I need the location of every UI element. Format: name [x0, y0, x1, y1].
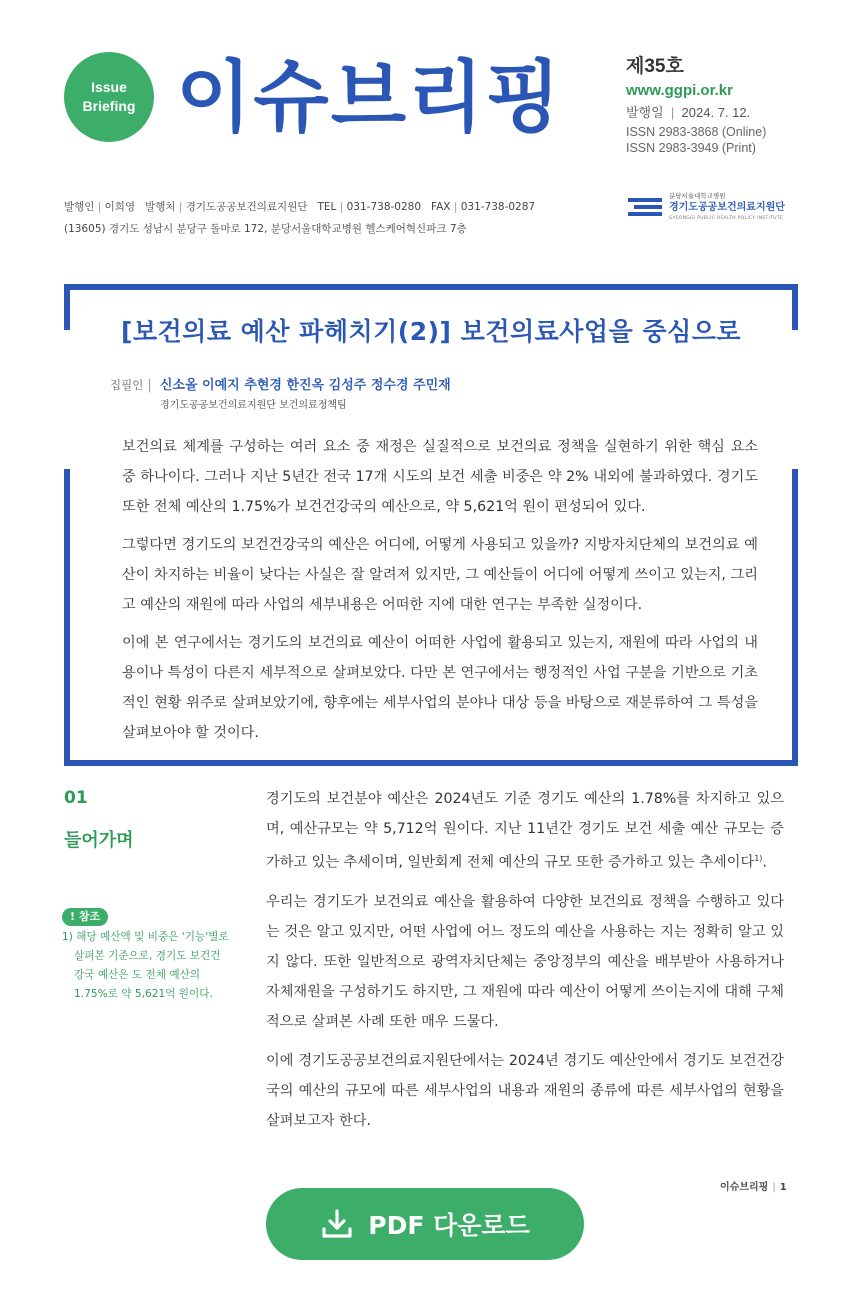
- date-value: 2024. 7. 12.: [681, 105, 751, 120]
- section-number: 01: [64, 788, 88, 808]
- section-body: [266, 784, 784, 1145]
- org-logo-eng: GYEONGGI PUBLIC HEALTH POLICY INSTITUTE: [669, 216, 784, 221]
- org-logo-sub: 분당서울대학교병원: [669, 192, 726, 200]
- author-affiliation: 경기도공공보건의료지원단 보건의료정책팀: [160, 400, 347, 411]
- website-link[interactable]: www.ggpi.or.kr: [626, 82, 733, 99]
- issue-briefing-badge: [64, 52, 154, 142]
- footnote-text: 1) 해당 예산액 및 비중은 '기능'별로 살펴본 기준으로, 경기도 보건건강국 예산은 도 전체 예산의 1.75%로 약 5,621억 원이다.: [62, 931, 229, 1000]
- issue-date: 발행일 | 2024. 7. 12.: [626, 105, 751, 120]
- footnote: [62, 928, 230, 1004]
- issn-online: ISSN 2983-3868 (Online): [626, 125, 767, 139]
- fax-label: FAX: [431, 201, 451, 213]
- body-paragraph: 이에 경기도공공보건의료지원단에서는 2024년 경기도 예산안에서 경기도 보건건강국의 예산의 규모에 따른 세부사업의 내용과 재원의 종류에 따른 세부사업의 현황을 살펴보고자 한다.: [266, 1052, 784, 1129]
- summary-paragraph: 보건의료 체계를 구성하는 여러 요소 중 재정은 실질적으로 보건의료 정책을 실현하기 위한 핵심 요소 중 하나이다. 그러나 지난 5년간 전국 17개 시도의 보건 세출 비중은 약 2% 내외에 불과하였다. 경기도 또한 전체 예산의 1.75%가 보건건강국의 예산으로, 약 5,621억 원이 편성되어 있다.: [122, 439, 758, 515]
- download-icon: [320, 1207, 354, 1241]
- publisher-line: 발행인 | 이희영 발행처 | 경기도공공보건의료지원단 TEL | 031-738-0280 FAX | 031-738-0287: [64, 201, 536, 213]
- summary-paragraph: 이에 본 연구에서는 경기도의 보건의료 예산이 어떠한 사업에 활용되고 있는지, 재원에 따라 사업의 내용이나 특성이 다른지 세부적으로 살펴보았다. 다만 본 연구에서는 행정적인 사업 구분을 기반으로 기초적인 현황 위주로 살펴보았기에, 향후에는 세부사업의 분야나 대상 등을 바탕으로 재분류하여 그 특성을 살펴보아야 할 것이다.: [122, 635, 758, 741]
- pdf-download-button[interactable]: [266, 1188, 584, 1260]
- issue-number: 제35호: [626, 56, 684, 77]
- body-paragraph: 우리는 경기도가 보건의료 예산을 활용하여 다양한 보건의료 정책을 수행하고 있다는 것은 알고 있지만, 어떤 사업에 어느 정도의 예산을 사용하는 지는 정확히 알고 있지 않다. 또한 일반적으로 광역자치단체는 중앙정부의 예산을 배부받아 사용하거나 자체재원을 구성하기도 하지만, 그 재원에 따라 예산이 어떻게 쓰이는지에 대해 구체적으로 살펴본 사례 또한 매우 드물다.: [266, 893, 784, 1030]
- page-number: 1: [779, 1182, 787, 1193]
- body-paragraph-end: .: [762, 854, 767, 871]
- tel-number: 031-738-0280: [346, 201, 422, 213]
- pdf-download-label: PDF 다운로드: [368, 1211, 530, 1240]
- section-title: 들어가며: [64, 830, 134, 851]
- org-label: 발행처: [145, 201, 176, 213]
- author-names: 신소올 이예지 추현경 한진옥 김성주 정수경 주민재: [159, 378, 451, 393]
- date-label: 발행일: [626, 105, 664, 120]
- publisher-label: 발행인: [64, 201, 95, 213]
- org-name: 경기도공공보건의료지원단: [185, 201, 308, 213]
- summary-text: [122, 432, 758, 756]
- org-logo: [628, 192, 785, 222]
- summary-paragraph: 그렇다면 경기도의 보건건강국의 예산은 어디에, 어떻게 사용되고 있을까? 지방자치단체의 보건의료 예산이 차지하는 비율이 낮다는 사실은 잘 알려져 있지만, 그 예산들이 어디에 어떻게 쓰이고 있는지, 그리고 예산의 재원에 따라 사업의 세부내용은 어떠한 지에 대한 연구는 부족한 실정이다.: [122, 537, 758, 613]
- org-logo-name: 경기도공공보건의료지원단: [669, 202, 785, 213]
- footer-label: 이슈브리핑: [720, 1182, 769, 1193]
- badge-line-2: Briefing: [82, 98, 136, 114]
- badge-line-1: Issue: [91, 79, 127, 95]
- issue-info: [626, 54, 766, 156]
- org-logo-mark-icon: [628, 198, 662, 216]
- authors: 집필인 | 신소올 이예지 추현경 한진옥 김성주 정수경 주민재: [110, 378, 451, 393]
- authors-label: 집필인: [110, 378, 144, 392]
- page-footer: 이슈브리핑 | 1: [720, 1182, 787, 1193]
- tel-label: TEL: [317, 201, 337, 213]
- page-title: 이슈브리핑: [176, 53, 563, 143]
- fax-number: 031-738-0287: [460, 201, 536, 213]
- note-badge: ! 참조: [62, 908, 108, 926]
- issn-print: ISSN 2983-3949 (Print): [626, 141, 756, 155]
- publisher-address: (13605) 경기도 성남시 분당구 돌마로 172, 분당서울대학교병원 헬스케어혁신파크 7층: [64, 223, 467, 235]
- footnote-mark[interactable]: 1): [754, 854, 763, 863]
- publisher-name: 이희영: [104, 201, 136, 213]
- body-paragraph: [266, 784, 784, 878]
- article-title: [보건의료 예산 파헤치기(2)] 보건의료사업을 중심으로: [120, 317, 742, 346]
- publisher-info: [64, 196, 535, 240]
- body-paragraph-text: 경기도의 보건분야 예산은 2024년도 기준 경기도 예산의 1.78%를 차지하고 있으며, 예산규모는 약 5,712억 원이다. 지난 11년간 경기도 보건 세출 예산 규모는 증가하고 있는 추세이며, 일반회계 전체 예산의 규모 또한 증가하고 있는 추세이다: [266, 791, 784, 871]
